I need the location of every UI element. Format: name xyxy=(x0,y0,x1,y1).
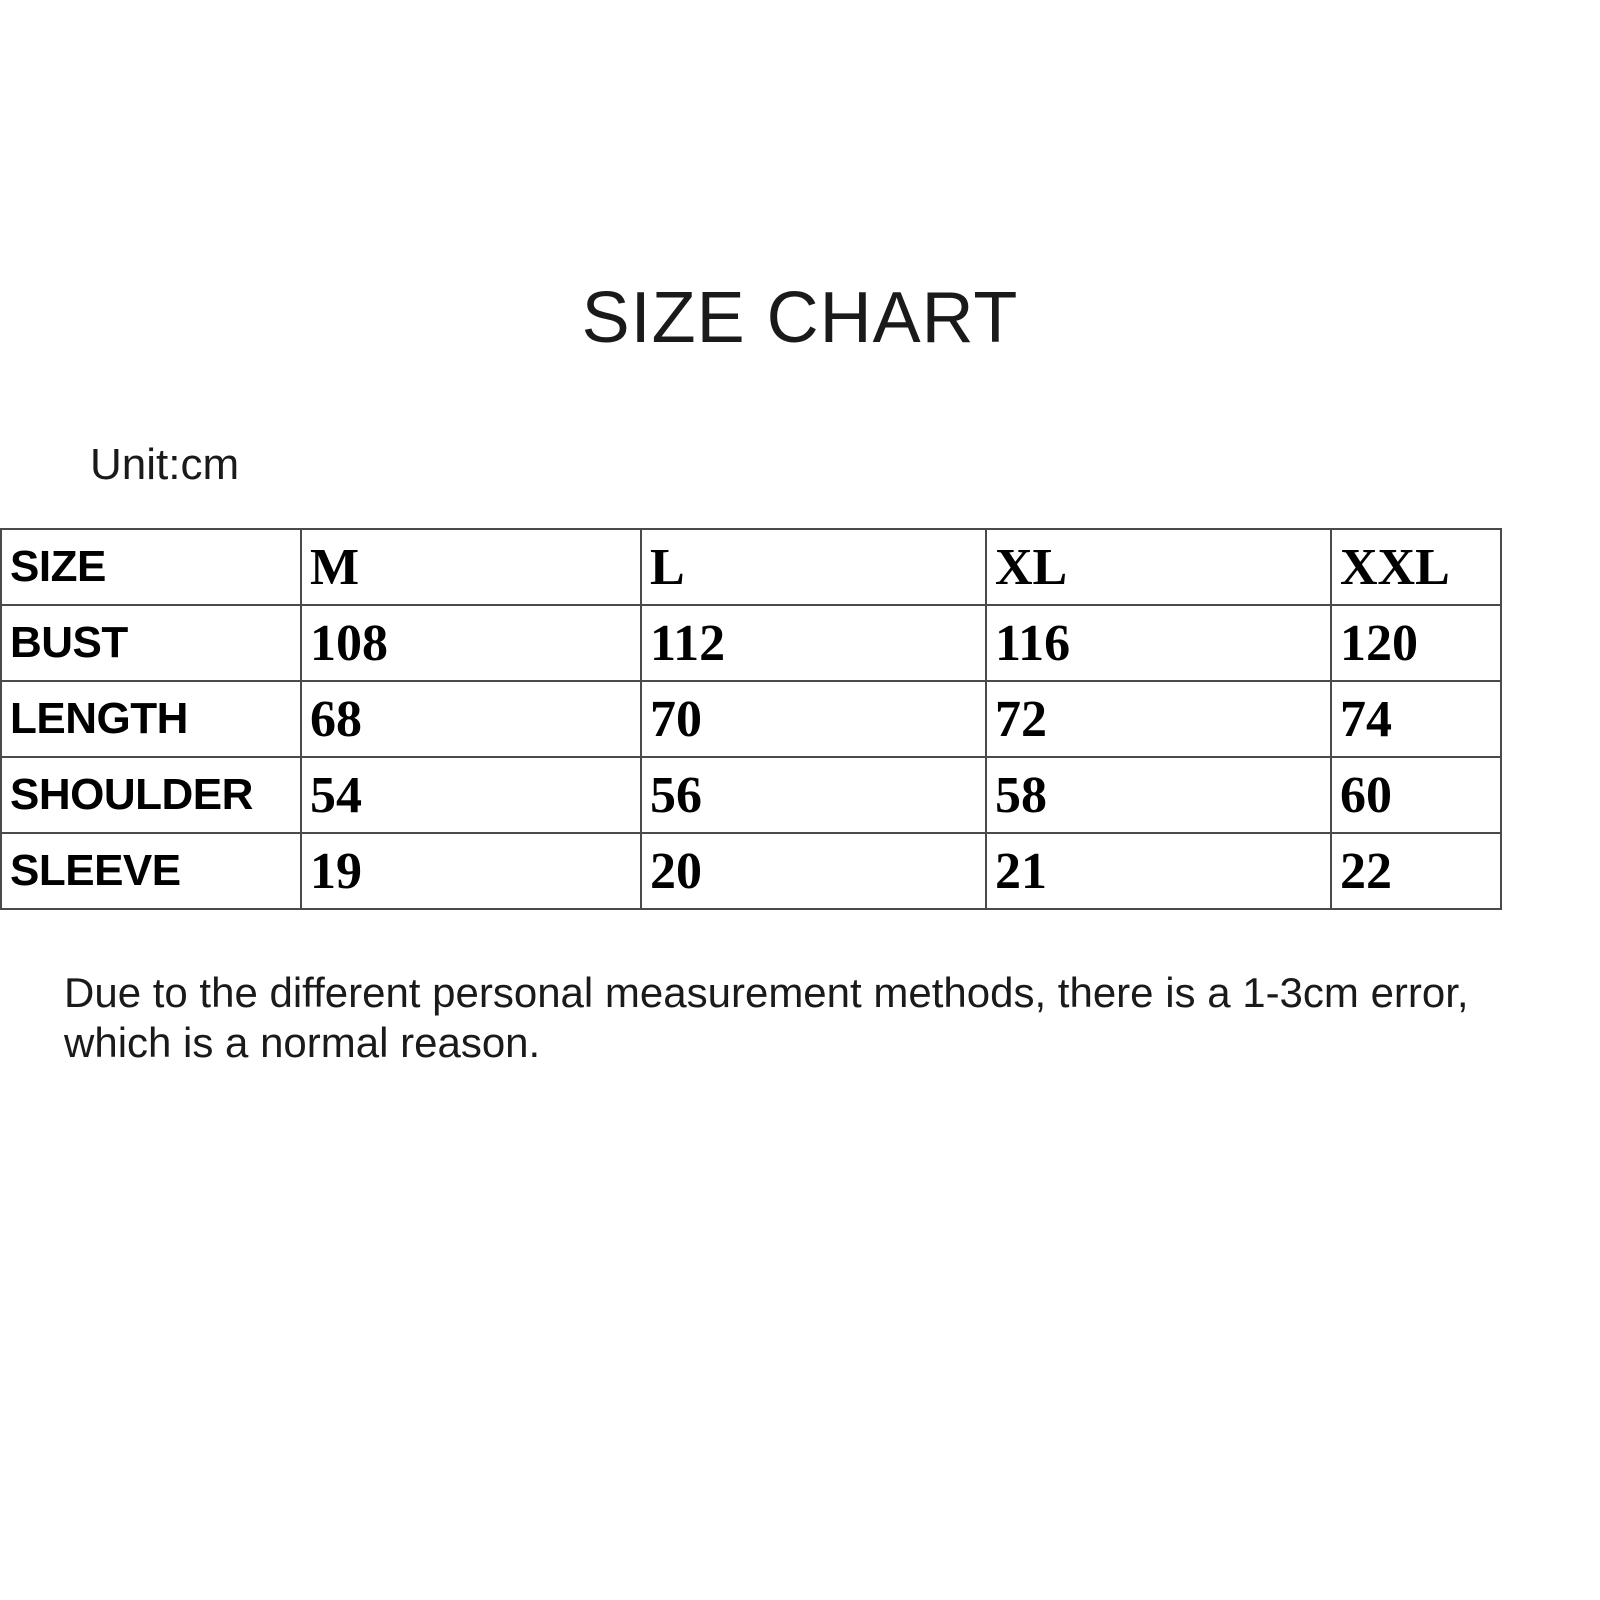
cell-value: 68 xyxy=(310,690,362,748)
row-label: SIZE xyxy=(10,542,106,591)
cell-value: 72 xyxy=(995,690,1047,748)
table-cell xyxy=(1331,681,1501,757)
table-cell xyxy=(301,529,641,605)
table-cell xyxy=(986,833,1331,909)
cell-value: XL xyxy=(995,538,1068,596)
table-cell xyxy=(301,681,641,757)
row-header-shoulder xyxy=(1,757,301,833)
table-cell xyxy=(1331,757,1501,833)
cell-value: M xyxy=(310,538,360,596)
cell-value: L xyxy=(650,538,685,596)
table-cell xyxy=(301,605,641,681)
cell-value: 116 xyxy=(995,614,1071,672)
cell-value: 60 xyxy=(1340,766,1392,824)
cell-value: XXL xyxy=(1340,538,1450,596)
cell-value: 22 xyxy=(1340,842,1392,900)
table-row xyxy=(1,529,1501,605)
table-cell xyxy=(1331,529,1501,605)
row-header-size xyxy=(1,529,301,605)
table-cell xyxy=(641,529,986,605)
row-header-sleeve xyxy=(1,833,301,909)
table-cell xyxy=(301,757,641,833)
cell-value: 20 xyxy=(650,842,702,900)
table-cell xyxy=(986,529,1331,605)
cell-value: 74 xyxy=(1340,690,1392,748)
cell-value: 21 xyxy=(995,842,1047,900)
row-label: LENGTH xyxy=(10,694,188,743)
table-cell xyxy=(641,757,986,833)
table-cell xyxy=(1331,605,1501,681)
cell-value: 70 xyxy=(650,690,702,748)
unit-label: Unit:cm xyxy=(90,440,240,489)
table-cell xyxy=(641,605,986,681)
table-cell xyxy=(641,681,986,757)
measurement-note: Due to the different personal measurement methods, there is a 1-3cm error, which is a normal reason. xyxy=(64,969,1469,1066)
cell-value: 108 xyxy=(310,614,388,672)
cell-value: 56 xyxy=(650,766,702,824)
table-row xyxy=(1,605,1501,681)
table-cell xyxy=(641,833,986,909)
cell-value: 120 xyxy=(1340,614,1418,672)
cell-value: 19 xyxy=(310,842,362,900)
cell-value: 112 xyxy=(650,614,726,672)
table-row xyxy=(1,833,1501,909)
row-label: BUST xyxy=(10,618,128,667)
cell-value: 54 xyxy=(310,766,362,824)
table-cell xyxy=(986,757,1331,833)
size-chart-table-wrapper xyxy=(0,528,1500,910)
row-label: SHOULDER xyxy=(10,770,253,819)
row-header-bust xyxy=(1,605,301,681)
table-cell xyxy=(1331,833,1501,909)
cell-value: 58 xyxy=(995,766,1047,824)
table-cell xyxy=(986,681,1331,757)
table-row xyxy=(1,757,1501,833)
page-title: SIZE CHART xyxy=(581,278,1019,358)
row-label: SLEEVE xyxy=(10,846,181,895)
table-cell xyxy=(301,833,641,909)
table-row xyxy=(1,681,1501,757)
size-chart-table xyxy=(0,528,1502,910)
row-header-length xyxy=(1,681,301,757)
table-cell xyxy=(986,605,1331,681)
